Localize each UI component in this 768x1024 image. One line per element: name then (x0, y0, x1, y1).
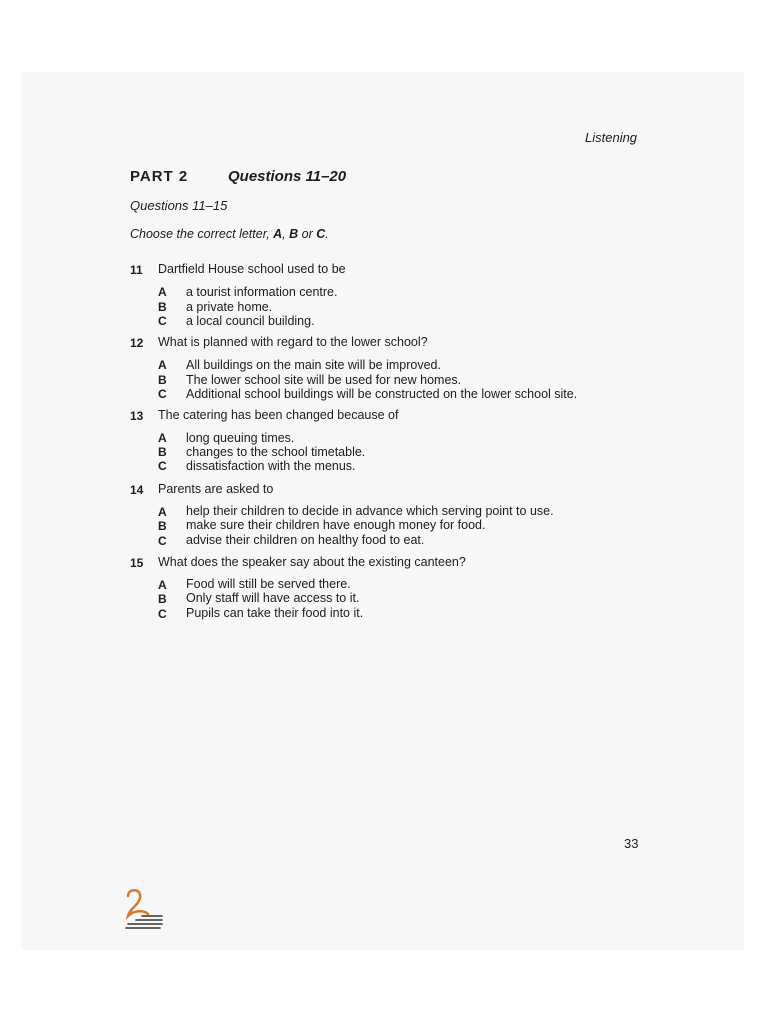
option-letter: A (158, 505, 167, 519)
option-letter: B (158, 519, 167, 533)
option-text: a private home. (186, 300, 273, 314)
option-text: long queuing times. (186, 431, 295, 445)
option-text: The lower school site will be used for new homes. (186, 373, 462, 387)
instruction-letter-b: B (289, 227, 299, 241)
question-number: 14 (130, 483, 144, 497)
option-letter: A (158, 358, 167, 372)
option-letter: A (158, 578, 167, 592)
option-letter: B (158, 445, 167, 459)
instruction-sep2: or (298, 227, 317, 241)
option-text: Only staff will have access to it. (186, 591, 360, 605)
option-text: advise their children on healthy food to eat. (186, 533, 425, 547)
option-text: Pupils can take their food into it. (186, 606, 364, 620)
option-letter: C (158, 607, 167, 621)
option-letter: C (158, 534, 167, 548)
option-letter: A (158, 285, 167, 299)
option-text: All buildings on the main site will be improved. (186, 358, 441, 372)
option-letter: C (158, 387, 167, 401)
publisher-logo-icon (122, 886, 166, 934)
question-text: Dartfield House school used to be (158, 262, 346, 276)
subsection-title: Questions 11–15 (130, 198, 228, 213)
instruction-letter-c: C (316, 227, 326, 241)
option-text: make sure their children have enough money for food. (186, 518, 486, 532)
part-label: PART 2 (130, 168, 189, 185)
option-letter: C (158, 314, 167, 328)
instruction-pre: Choose the correct letter, (130, 227, 274, 241)
instruction-letter-a: A (273, 227, 283, 241)
questions-range: Questions 11–20 (228, 168, 347, 185)
section-header: Listening (585, 130, 638, 145)
option-text: changes to the school timetable. (186, 445, 366, 459)
question-text: Parents are asked to (158, 482, 274, 496)
question-text: What is planned with regard to the lower school? (158, 335, 428, 349)
option-text: a tourist information centre. (186, 285, 338, 299)
option-letter: B (158, 592, 167, 606)
question-number: 15 (130, 556, 144, 570)
instruction (130, 227, 329, 241)
question-text: What does the speaker say about the existing canteen? (158, 555, 466, 569)
question-text: The catering has been changed because of (158, 408, 399, 422)
option-text: a local council building. (186, 314, 315, 328)
page-number: 33 (624, 836, 639, 851)
question-number: 11 (130, 263, 143, 277)
option-letter: A (158, 431, 167, 445)
question-number: 13 (130, 409, 144, 423)
option-text: dissatisfaction with the menus. (186, 459, 356, 473)
option-text: help their children to decide in advance which serving point to use. (186, 504, 554, 518)
question-number: 12 (130, 336, 144, 350)
option-text: Food will still be served there. (186, 577, 351, 591)
option-letter: B (158, 300, 167, 314)
option-text: Additional school buildings will be constructed on the lower school site. (186, 387, 578, 401)
option-letter: B (158, 373, 167, 387)
instruction-post: . (325, 227, 329, 241)
option-letter: C (158, 459, 167, 473)
instruction-sep1: , (282, 227, 290, 241)
